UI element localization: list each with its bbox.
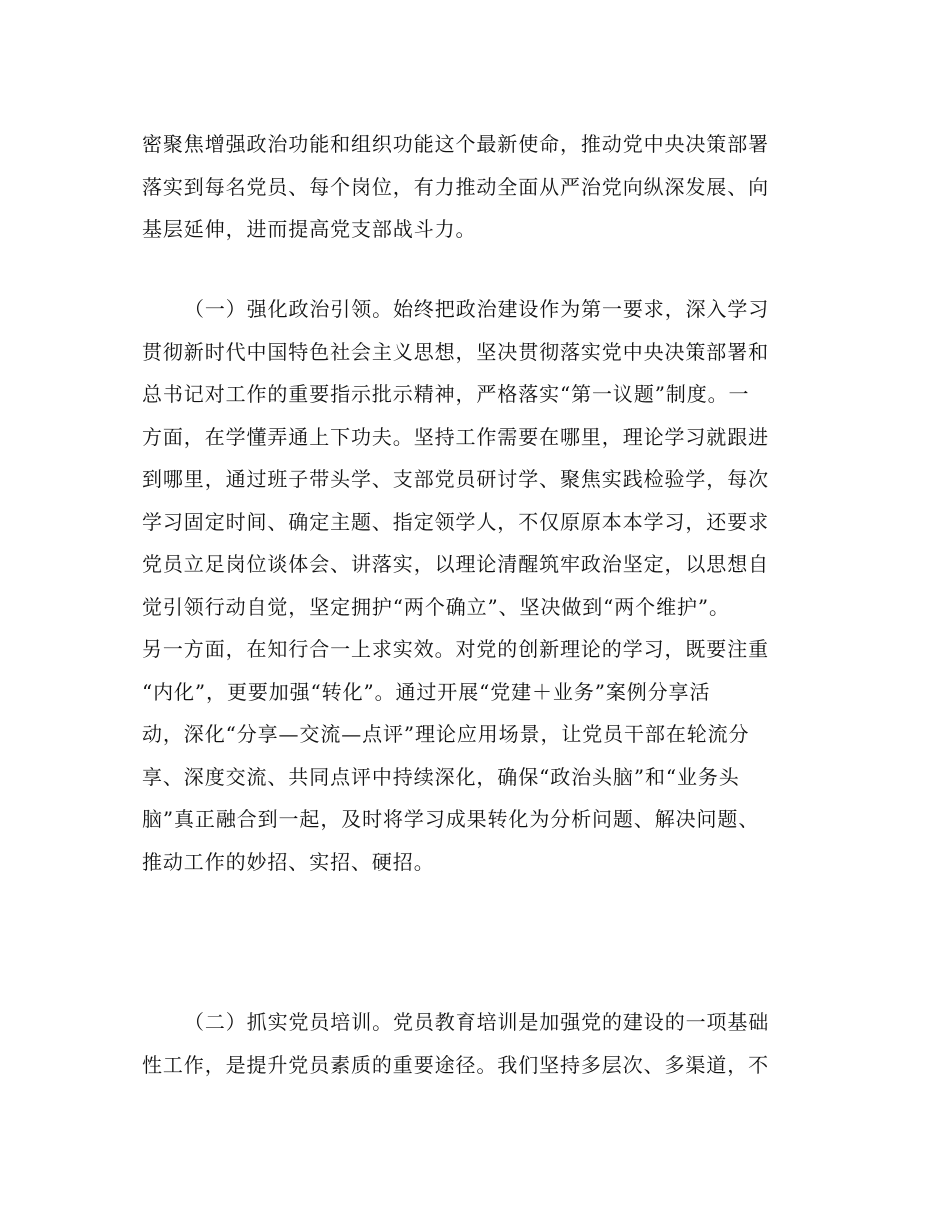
- text-line: 性工作，是提升党员素质的重要途径。我们坚持多层次、多渠道，不: [142, 1052, 769, 1077]
- text-line: 方面，在学懂弄通上下功夫。坚持工作需要在哪里，理论学习就跟进: [142, 424, 769, 449]
- text-line: 密聚焦增强政治功能和组织功能这个最新使命，推动党中央决策部署: [142, 132, 769, 156]
- text-line: 贯彻新时代中国特色社会主义思想，坚决贯彻落实党中央决策部署和: [142, 339, 769, 364]
- text-line: 另一方面，在知行合一上求实效。对党的创新理论的学习，既要注重: [142, 637, 769, 661]
- text-line: 脑”真正融合到一起，及时将学习成果转化为分析问题、解决问题、: [142, 807, 760, 831]
- text-line: （一）强化政治引领。始终把政治建设作为第一要求，深入学习: [184, 297, 770, 321]
- text-line: 享、深度交流、共同点评中持续深化，确保“政治头脑”和“业务头: [142, 764, 740, 789]
- text-line: 觉引领行动自觉，坚定拥护“两个确立”、坚决做到“两个维护”。: [142, 594, 730, 619]
- text-line: “内化”，更要加强“转化”。通过开展“党建＋业务”案例分享活: [142, 679, 711, 704]
- paragraph-member-training: [142, 1001, 792, 1086]
- paragraph-political-guidance: [142, 288, 792, 883]
- text-line: 基层延伸，进而提高党支部战斗力。: [142, 217, 477, 241]
- text-line: 推动工作的妙招、实招、硬招。: [142, 849, 435, 874]
- paragraph-continuation: [142, 123, 792, 251]
- text-line: 总书记对工作的重要指示批示精神，严格落实“第一议题”制度。一: [142, 382, 750, 406]
- text-line: 到哪里，通过班子带头学、支部党员研讨学、聚焦实践检验学，每次: [142, 467, 769, 491]
- text-line: 动，深化“分享—交流—点评”理论应用场景，让党员干部在轮流分: [142, 722, 750, 746]
- text-line: （二）抓实党员培训。党员教育培训是加强党的建设的一项基础: [184, 1010, 770, 1034]
- text-line: 学习固定时间、确定主题、指定领学人，不仅原原本本学习，还要求: [142, 509, 769, 534]
- text-line: 落实到每名党员、每个岗位，有力推动全面从严治党向纵深发展、向: [142, 174, 769, 199]
- text-line: 党员立足岗位谈体会、讲落实，以理论清醒筑牢政治坚定，以思想自: [142, 552, 769, 576]
